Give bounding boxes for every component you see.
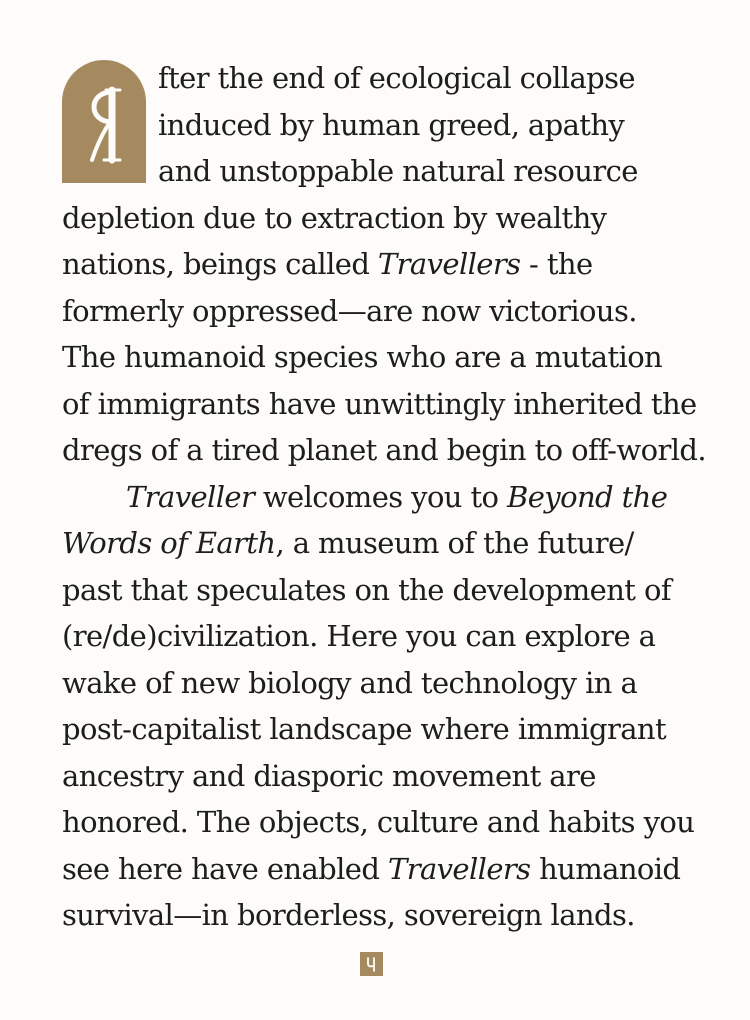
italic-title: Words of Earth [62,526,276,560]
page-number-badge [360,952,383,976]
italic-term: Travellers [377,247,521,281]
text-run: humanoid [530,852,681,886]
page-number-glyph-icon [360,952,383,976]
drop-cap-letter-icon [62,60,146,183]
paragraph1-line7: The humanoid species who are a mutation [62,340,663,374]
italic-title: Beyond the [507,480,668,514]
italic-term: Traveller [126,480,255,514]
paragraph1-line1: fter the end of ecological collapse [158,61,635,95]
paragraph2-line5: wake of new biology and technology in a [62,666,638,700]
paragraph2-line3: past that speculates on the development of [62,573,671,607]
paragraph2-line10: survival—in borderless, sovereign lands. [62,898,635,932]
paragraph1-line5 [62,241,593,287]
paragraph1-line3: and unstoppable natural resource [158,154,638,188]
paragraph2-line6: post-capitalist landscape where immigrant [62,712,667,746]
paragraph2-line9 [62,846,680,892]
paragraph1-line8: of immigrants have unwittingly inherited the [62,387,697,421]
paragraph1-line6: formerly oppressed—are now victorious. [62,294,637,328]
text-run: - the [520,247,593,281]
text-run: nations, beings called [62,247,378,281]
paragraph1-line9: dregs of a tired planet and begin to off-world. [62,433,706,467]
paragraph1-line4: depletion due to extraction by wealthy [62,201,607,235]
paragraph2-line7: ancestry and diasporic movement are [62,759,596,793]
drop-cap [62,60,146,183]
paragraph1-line2: induced by human greed, apathy [158,108,625,142]
text-run: see here have enabled [62,852,388,886]
italic-term: Travellers [387,852,531,886]
text-run: , a museum of the future/ [275,526,634,560]
paragraph2-line8: honored. The objects, culture and habits you [62,805,695,839]
text-run: welcomes you to [254,480,508,514]
paragraph2-line2 [62,520,634,566]
paragraph2-line4: (re/de)civilization. Here you can explore a [62,619,656,653]
paragraph2-line1 [126,474,667,520]
